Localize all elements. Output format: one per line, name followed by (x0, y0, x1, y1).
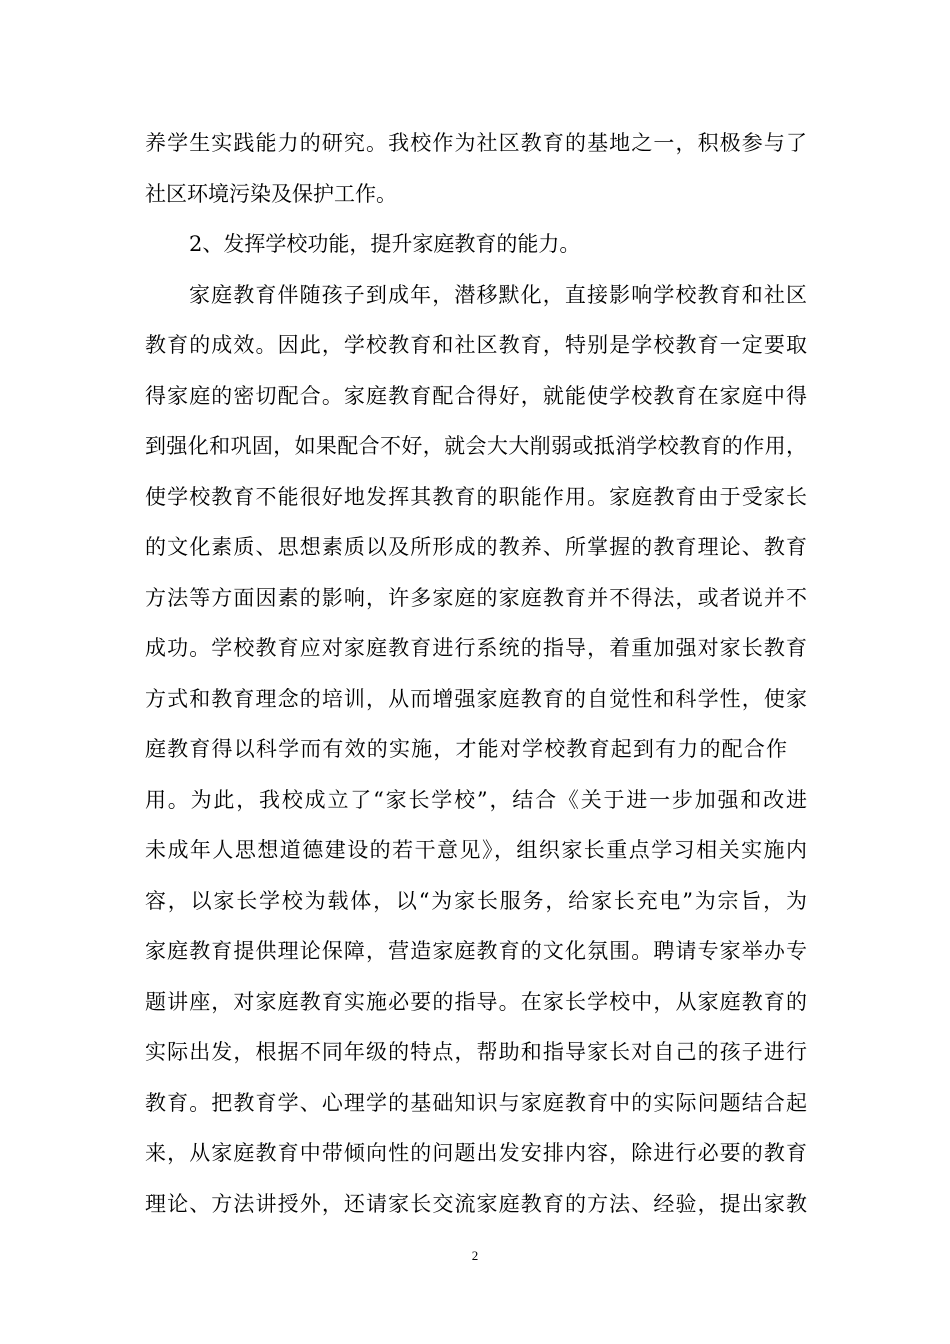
text-line-18: 题讲座，对家庭教育实施必要的指导。在家长学校中，从家庭教育的 (145, 989, 807, 1014)
text-line-10: 方法等方面因素的影响，许多家庭的家庭教育并不得法，或者说并不 (145, 585, 807, 610)
text-line-4: 家庭教育伴随孩子到成年，潜移默化，直接影响学校教育和社区 (189, 282, 807, 307)
text-line-19: 实际出发，根据不同年级的特点，帮助和指导家长对自己的孩子进行 (145, 1040, 807, 1064)
text-line-17: 家庭教育提供理论保障，营造家庭教育的文化氛围。聘请专家举办专 (145, 939, 807, 963)
text-line-5: 教育的成效。因此，学校教育和社区教育，特别是学校教育一定要取 (145, 333, 807, 357)
text-line-21: 来，从家庭教育中带倾向性的问题出发安排内容，除进行必要的教育 (145, 1141, 807, 1165)
text-line-16: 容，以家长学校为载体，以“为家长服务，给家长充电”为宗旨，为 (145, 888, 807, 913)
text-line-7: 到强化和巩固，如果配合不好，就会大大削弱或抵消学校教育的作用， (145, 434, 807, 458)
body-text (145, 118, 807, 1229)
text-line-14: 用。为此，我校成立了“家长学校”，结合《关于进一步加强和改进 (145, 787, 807, 812)
text-line-22: 理论、方法讲授外，还请家长交流家庭教育的方法、经验，提出家教 (145, 1191, 807, 1216)
text-line-1: 养学生实践能力的研究。我校作为社区教育的基地之一，积极参与了 (145, 131, 807, 155)
text-line-2: 社区环境污染及保护工作。 (145, 181, 397, 206)
page-number: 2 (471, 1248, 479, 1263)
text-line-15: 未成年人思想道德建设的若干意见》，组织家长重点学习相关实施内 (145, 838, 807, 862)
text-line-6: 得家庭的密切配合。家庭教育配合得好，就能使学校教育在家庭中得 (145, 383, 807, 408)
text-line-11: 成功。学校教育应对家庭教育进行系统的指导，着重加强对家长教育 (145, 636, 807, 660)
text-line-12: 方式和教育理念的培训，从而增强家庭教育的自觉性和科学性，使家 (145, 686, 807, 711)
section-heading: 2、发挥学校功能，提升家庭教育的能力。 (189, 232, 581, 256)
text-line-20: 教育。把教育学、心理学的基础知识与家庭教育中的实际问题结合起 (145, 1090, 807, 1115)
text-line-13: 庭教育得以科学而有效的实施，才能对学校教育起到有力的配合作 (145, 737, 787, 761)
text-line-9: 的文化素质、思想素质以及所形成的教养、所掌握的教育理论、教育 (145, 535, 807, 559)
text-line-8: 使学校教育不能很好地发挥其教育的职能作用。家庭教育由于受家长 (145, 484, 807, 509)
